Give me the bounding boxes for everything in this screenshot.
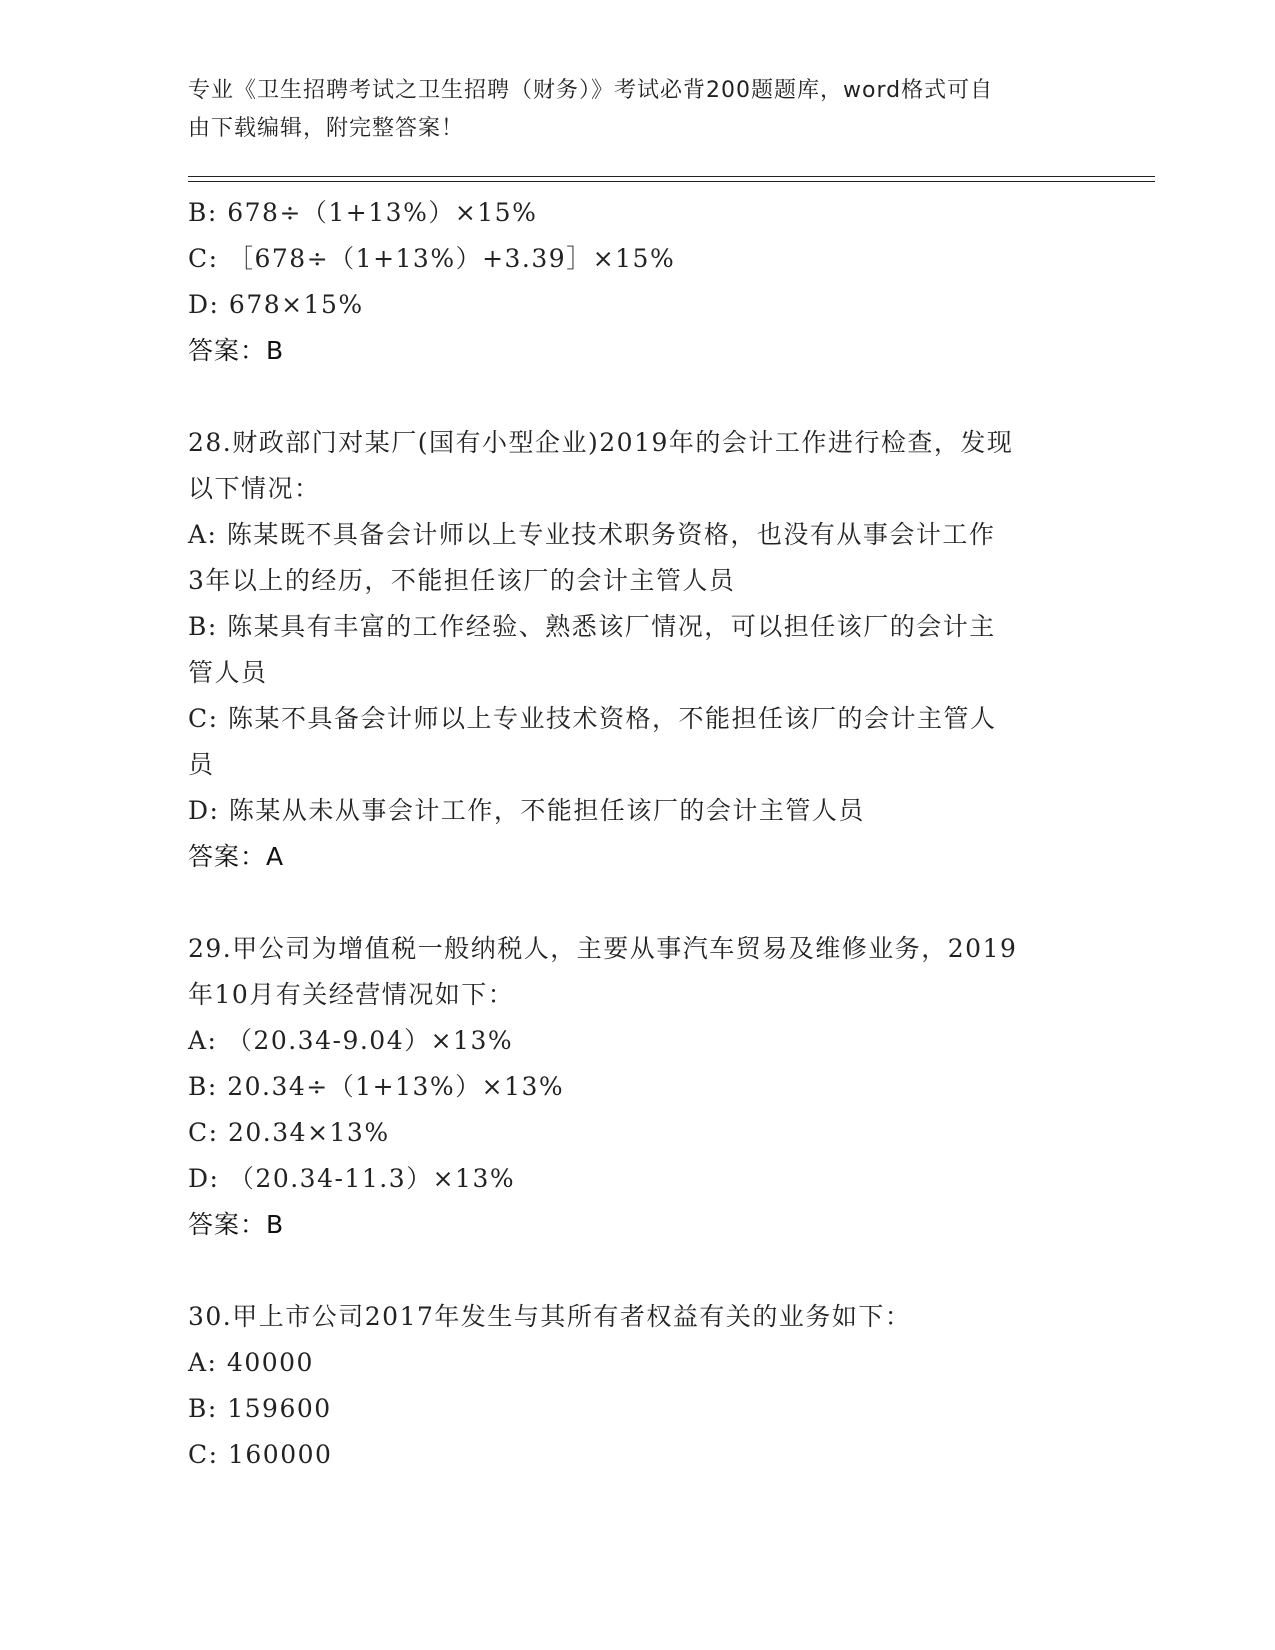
question-stem-line: 以下情况： xyxy=(188,474,321,503)
header-double-rule xyxy=(188,176,1155,182)
answer-line: 答案：B xyxy=(188,336,285,365)
question-30 xyxy=(188,1294,1088,1478)
option-a: A: 40000 xyxy=(188,1348,314,1377)
header-line-1: 专业《卫生招聘考试之卫生招聘（财务）》考试必背200题题库，word格式可自 xyxy=(188,78,994,103)
question-content xyxy=(188,190,1088,1478)
spacer xyxy=(188,880,1088,926)
option-d: D: 陈某从未从事会计工作，不能担任该厂的会计主管人员 xyxy=(188,796,865,825)
option-d: D: 678×15% xyxy=(188,290,364,319)
spacer xyxy=(188,1248,1088,1294)
question-stem-line: 29.甲公司为增值税一般纳税人，主要从事汽车贸易及维修业务，2019 xyxy=(188,934,1018,963)
question-stem-line: 30.甲上市公司2017年发生与其所有者权益有关的业务如下： xyxy=(188,1302,912,1331)
option-d: D: （20.34-11.3）×13% xyxy=(188,1164,516,1193)
question-stem-line: 28.财政部门对某厂(国有小型企业)2019年的会计工作进行检查，发现 xyxy=(188,428,1014,457)
option-a: A: （20.34-9.04）×13% xyxy=(188,1026,514,1055)
document-header xyxy=(188,72,1068,148)
option-c: C: ［678÷（1+13%）+3.39］×15% xyxy=(188,244,676,273)
question-28 xyxy=(188,420,1088,880)
option-b: B: 20.34÷（1+13%）×13% xyxy=(188,1072,565,1101)
spacer xyxy=(188,374,1088,420)
question-stem-line: 年10月有关经营情况如下： xyxy=(188,980,515,1009)
option-b: B: 678÷（1+13%）×15% xyxy=(188,198,538,227)
option-c: C: 陈某不具备会计师以上专业技术资格，不能担任该厂的会计主管人 xyxy=(188,704,997,733)
answer-line: 答案：A xyxy=(188,842,285,871)
question-fragment-27 xyxy=(188,190,1088,374)
option-b: B: 陈某具有丰富的工作经验、熟悉该厂情况，可以担任该厂的会计主 xyxy=(188,612,996,641)
header-line-2: 由下载编辑，附完整答案！ xyxy=(188,116,465,141)
option-a-continued: 3年以上的经历，不能担任该厂的会计主管人员 xyxy=(188,566,736,595)
option-c: C: 160000 xyxy=(188,1440,333,1469)
option-a: A: 陈某既不具备会计师以上专业技术职务资格，也没有从事会计工作 xyxy=(188,520,996,549)
option-c: C: 20.34×13% xyxy=(188,1118,390,1147)
answer-line: 答案：B xyxy=(188,1210,285,1239)
option-b-continued: 管人员 xyxy=(188,658,268,687)
option-c-continued: 员 xyxy=(188,750,215,779)
option-b: B: 159600 xyxy=(188,1394,332,1423)
question-29 xyxy=(188,926,1088,1248)
